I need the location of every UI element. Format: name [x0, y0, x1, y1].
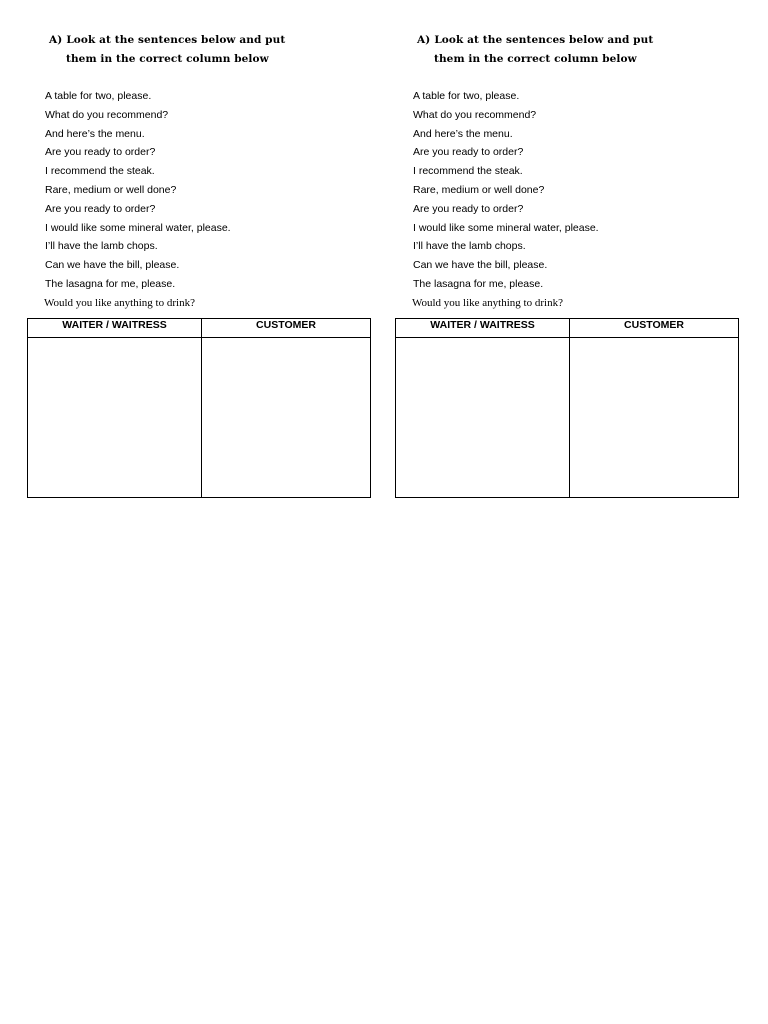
instruction-line-2: them in the correct column below [434, 53, 637, 65]
sentence-item: Are you ready to order? [413, 202, 524, 215]
sentence-item: I’ll have the lamb chops. [413, 240, 526, 253]
instruction-heading [49, 31, 349, 69]
table-header-row [396, 319, 739, 338]
table-answer-row [396, 338, 739, 498]
instruction-line-1: Look at the sentences below and put [66, 34, 286, 46]
sentence-item: Would you like anything to drink? [44, 296, 195, 309]
sentence-list [413, 87, 599, 313]
sentence-item: The lasagna for me, please. [413, 277, 544, 290]
sentence-item: Would you like anything to drink? [412, 296, 563, 309]
instruction-line-2: them in the correct column below [66, 53, 269, 65]
worksheet-right [368, 0, 728, 520]
sentence-item: Are you ready to order? [45, 202, 156, 215]
sentence-item: The lasagna for me, please. [45, 277, 176, 290]
sentence-item: I would like some mineral water, please. [45, 221, 231, 234]
sentence-item: What do you recommend? [45, 108, 169, 121]
waiter-column-header: WAITER / WAITRESS [396, 319, 570, 338]
sentence-item: A table for two, please. [413, 90, 520, 102]
worksheet-left [0, 0, 360, 520]
customer-column-header: CUSTOMER [202, 319, 371, 338]
exercise-marker: A) [417, 34, 431, 46]
sentence-item: What do you recommend? [413, 108, 537, 121]
sentence-item: Can we have the bill, please. [45, 259, 180, 272]
sentence-item: And here’s the menu. [413, 127, 513, 140]
customer-column-header: CUSTOMER [570, 319, 739, 338]
waiter-answer-cell[interactable] [396, 338, 570, 498]
exercise-marker: A) [49, 34, 63, 46]
sentence-item: Are you ready to order? [45, 146, 156, 159]
sentence-item: I would like some mineral water, please. [413, 221, 599, 234]
waiter-answer-cell[interactable] [28, 338, 202, 498]
sentence-item: I recommend the steak. [413, 165, 523, 178]
sorting-table [395, 318, 739, 498]
sentence-item: I’ll have the lamb chops. [45, 240, 158, 253]
table-answer-row [28, 338, 371, 498]
sentence-item: Are you ready to order? [413, 146, 524, 159]
sentence-item: I recommend the steak. [45, 165, 155, 178]
sentence-item: A table for two, please. [45, 90, 152, 102]
customer-answer-cell[interactable] [570, 338, 739, 498]
instruction-line-1: Look at the sentences below and put [434, 34, 654, 46]
sentence-item: Can we have the bill, please. [413, 259, 548, 272]
sentence-item: And here’s the menu. [45, 127, 145, 140]
table-header-row [28, 319, 371, 338]
sentence-item: Rare, medium or well done? [413, 183, 545, 196]
sorting-table [27, 318, 371, 498]
customer-answer-cell[interactable] [202, 338, 371, 498]
waiter-column-header: WAITER / WAITRESS [28, 319, 202, 338]
sentence-item: Rare, medium or well done? [45, 183, 177, 196]
sentence-list [45, 87, 231, 313]
instruction-heading [417, 31, 717, 69]
